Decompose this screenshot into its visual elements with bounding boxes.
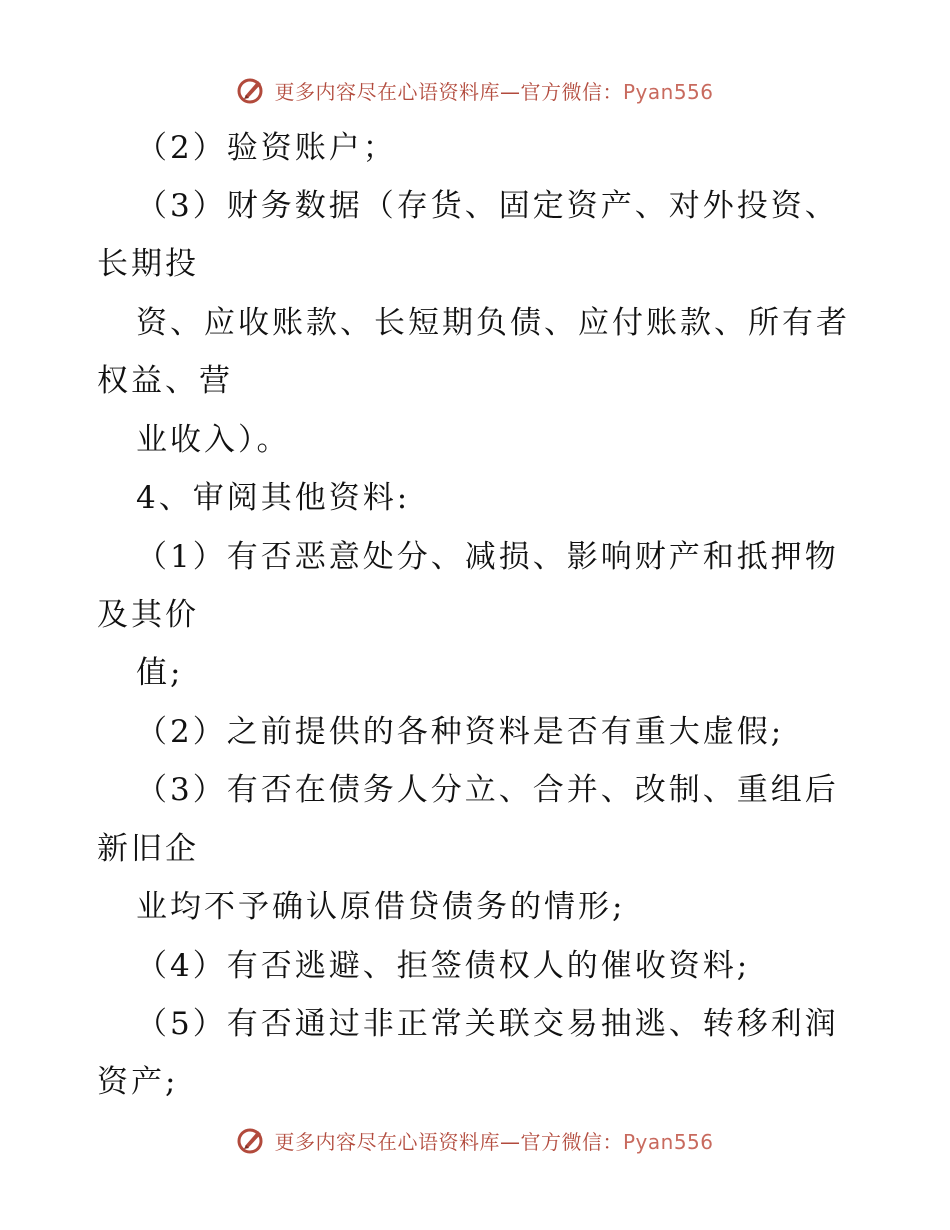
text-line: 业收入）。 bbox=[136, 422, 291, 458]
footer-watermark bbox=[0, 1120, 950, 1160]
text-line: （3）财务数据（存货、固定资产、对外投资、 bbox=[136, 188, 839, 224]
text-line: （1）有否恶意处分、减损、影响财产和抵押物 bbox=[136, 539, 839, 575]
watermark-label: 更多内容尽在心语资料库—官方微信： bbox=[274, 79, 623, 104]
text-line: 业均不予确认原借贷债务的情形; bbox=[136, 889, 626, 925]
text-line: 4、审阅其他资料: bbox=[136, 480, 411, 516]
text-line: （5）有否通过非正常关联交易抽逃、转移利润 bbox=[136, 1006, 839, 1042]
text-line: （2）之前提供的各种资料是否有重大虚假; bbox=[136, 714, 785, 750]
text-line: （4）有否逃避、拒签债权人的催收资料; bbox=[136, 948, 751, 984]
text-line: 值; bbox=[136, 655, 184, 691]
text-line: 新旧企 bbox=[97, 831, 199, 867]
text-line: 资产; bbox=[97, 1064, 179, 1100]
watermark-wechat-id: Pyan556 bbox=[622, 1129, 714, 1154]
watermark-wechat-id: Pyan556 bbox=[622, 79, 714, 104]
text-line: 及其价 bbox=[97, 597, 199, 633]
text-line: 资、应收账款、长短期负债、应付账款、所有者 bbox=[136, 305, 850, 341]
text-line: 长期投 bbox=[97, 246, 199, 282]
quill-pen-logo-icon bbox=[236, 1125, 266, 1155]
text-line: （2）验资账户； bbox=[136, 130, 397, 166]
text-line: 权益、营 bbox=[97, 363, 233, 399]
watermark-text bbox=[274, 1126, 713, 1155]
watermark-label: 更多内容尽在心语资料库—官方微信： bbox=[274, 1129, 623, 1154]
text-line: （3）有否在债务人分立、合并、改制、重组后 bbox=[136, 772, 839, 808]
